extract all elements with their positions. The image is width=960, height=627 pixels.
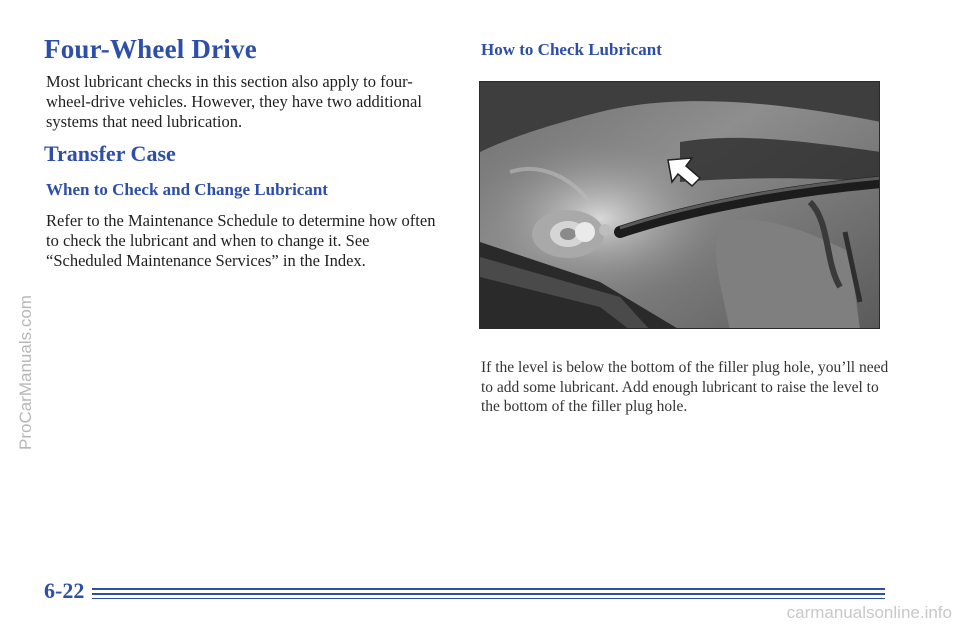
page-number: 6-22 [44,578,85,603]
subsection-title-how-to-check: How to Check Lubricant [481,40,662,59]
side-watermark-text: ProCarManuals.com [16,295,35,450]
side-watermark [2,0,35,627]
when-to-check-paragraph: Refer to the Maintenance Schedule to determine how often to check the lubricant and when to change it. See “Scheduled Maintenance Services” in the Index. [46,211,436,270]
subsection-title-when-to-check: When to Check and Change Lubricant [46,180,328,199]
section-title-transfer-case: Transfer Case [44,141,176,166]
footer-rule-top [92,588,885,590]
intro-paragraph: Most lubricant checks in this section also apply to four-wheel-drive vehicles. However, they have two additional systems that need lubrication. [46,72,422,131]
footer-rule-middle [92,593,885,595]
transfer-case-photo [479,81,880,329]
photo-caption-paragraph: If the level is below the bottom of the filler plug hole, you’ll need to add some lubricant. Add enough lubricant to raise the level to the bottom of the filler plug hole. [481,359,889,415]
page-title: Four-Wheel Drive [44,34,257,64]
footer-rule-bottom [92,598,885,599]
footer-watermark: carmanualsonline.info [786,603,952,622]
